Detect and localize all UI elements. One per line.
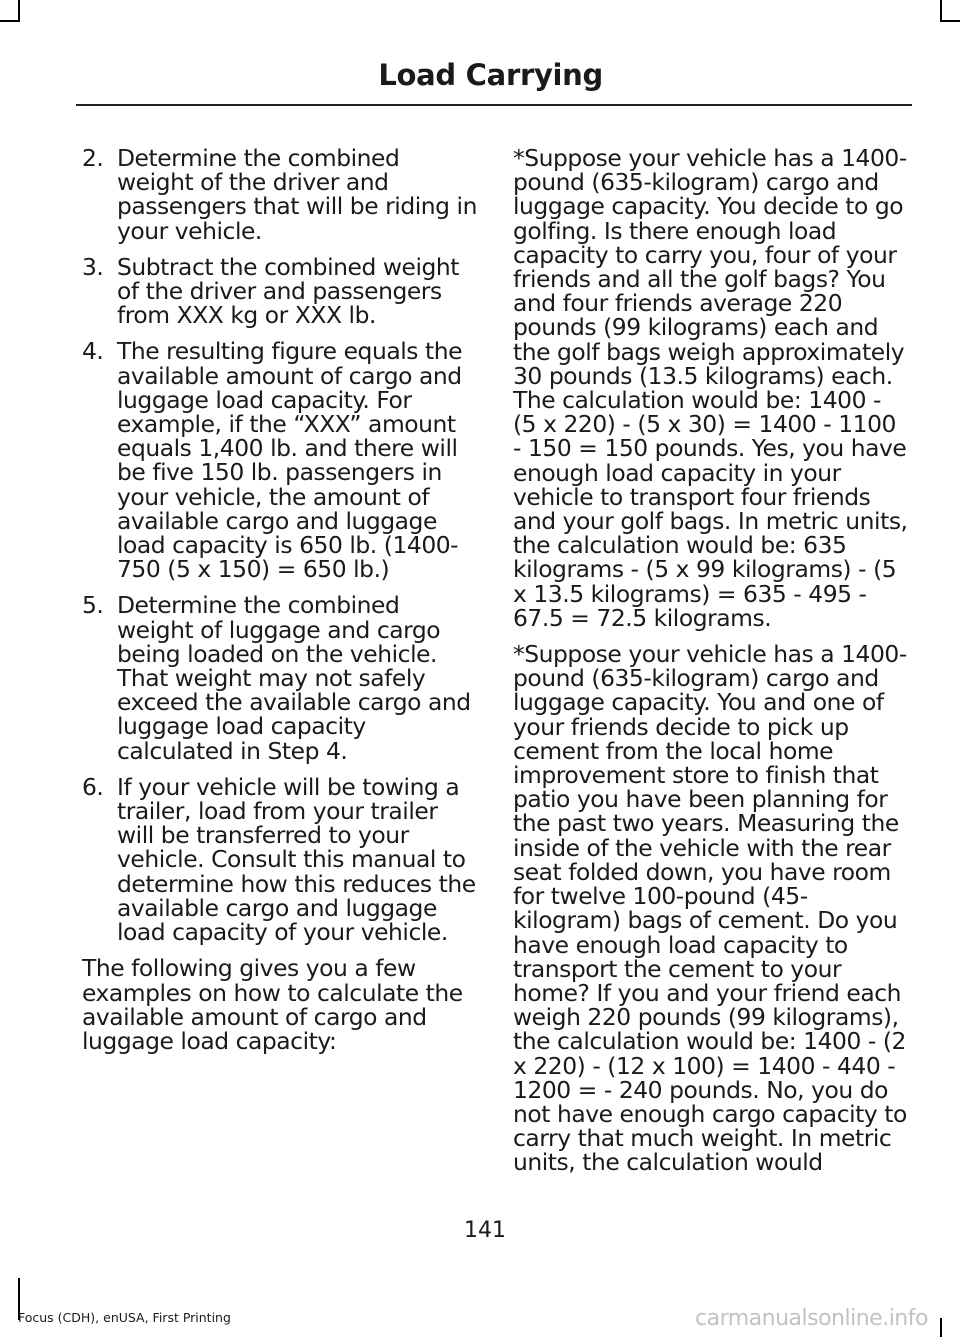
step-text: Determine the combined weight of the driver and passengers that will be riding in your vehicle.: [117, 144, 477, 245]
step-number: 5.: [82, 591, 104, 620]
step-item: [82, 146, 480, 243]
golf-example-paragraph: *Suppose your vehicle has a 1400-pound (635-kilogram) cargo and luggage capacity. You decide to go golfing. Is there enough load capacity to carry you, four of your friends and all the golf bags? You and four friends average 220 pounds (99 kilograms) each and the golf bags weigh approximately 30 pounds (13.5 kilograms) each. The calculation would be: 1400 - (5 x 220) - (5 x 30) = 1400 - 1100 - 150 = 150 pounds. Yes, you have enough load capacity in your vehicle to transport four friends and your golf bags. In metric units, the calculation would be: 635 kilograms - (5 x 99 kilograms) - (5 x 13.5 kilograms) = 635 - 495 - 67.5 = 72.5 kilograms.: [513, 144, 908, 632]
step-text: The resulting figure equals the available amount of cargo and luggage load capacity. For example, if the “XXX” amount equals 1,400 lb. and there will be five 150 lb. passengers in your vehicle, the amount of available cargo and luggage load capacity is 650 lb. (1400-750 (5 x 150) = 650 lb.): [117, 337, 463, 584]
crop-mark-top-right-horizontal: [940, 20, 960, 22]
watermark: carmanualsonline.info: [695, 1306, 928, 1331]
left-column: [82, 146, 480, 1065]
step-item: [82, 591, 480, 765]
crop-mark-top-right-vertical: [940, 0, 942, 20]
cement-example-paragraph: *Suppose your vehicle has a 1400-pound (635-kilogram) cargo and luggage capacity. You and one of your friends decide to pick up cement from the local home improvement store to finish that patio you have been planning for the past two years. Measuring the inside of the vehicle with the rear seat folded down, you have room for twelve 100-pound (45-kilogram) bags of cement. Do you have enough load capacity to transport the cement to your home? If you and your friend each weigh 220 pounds (99 kilograms), the calculation would be: 1400 - (2 x 220) - (12 x 100) = 1400 - 440 - 1200 = - 240 pounds. No, you do not have enough cargo capacity to carry that much weight. In metric units, the calculation would: [513, 640, 907, 1177]
footer-edition: Focus (CDH), enUSA, First Printing: [18, 1310, 231, 1325]
step-number: 4.: [82, 337, 104, 366]
step-item: [82, 337, 480, 584]
page-title: Load Carrying: [378, 58, 603, 92]
step-text: Subtract the combined weight of the driver and passengers from XXX kg or XXX lb.: [117, 252, 459, 330]
examples-intro-paragraph: The following gives you a few examples on how to calculate the available amount of cargo and luggage load capacity:: [82, 954, 463, 1055]
step-number: 3.: [82, 252, 104, 281]
page-number: 141: [464, 1218, 506, 1243]
crop-mark-bottom-right-vertical: [940, 1318, 942, 1337]
crop-mark-top-left-horizontal: [0, 20, 20, 22]
step-text: Determine the combined weight of luggage and cargo being loaded on the vehicle. That weight may not safely exceed the available cargo and luggage load capacity calculated in Step 4.: [117, 591, 471, 765]
step-item: [82, 772, 480, 947]
right-column: [513, 146, 909, 1187]
step-item: [82, 252, 480, 330]
steps-list: [82, 144, 480, 947]
step-number: 6.: [82, 772, 104, 801]
crop-mark-top-left-vertical: [18, 0, 20, 20]
step-number: 2.: [82, 144, 104, 172]
step-text: If your vehicle will be towing a trailer, load from your trailer will be transferred to your vehicle. Consult this manual to determine how this reduces the available cargo and luggage load capacity of your vehicle.: [117, 772, 476, 947]
header-divider: [76, 104, 912, 106]
